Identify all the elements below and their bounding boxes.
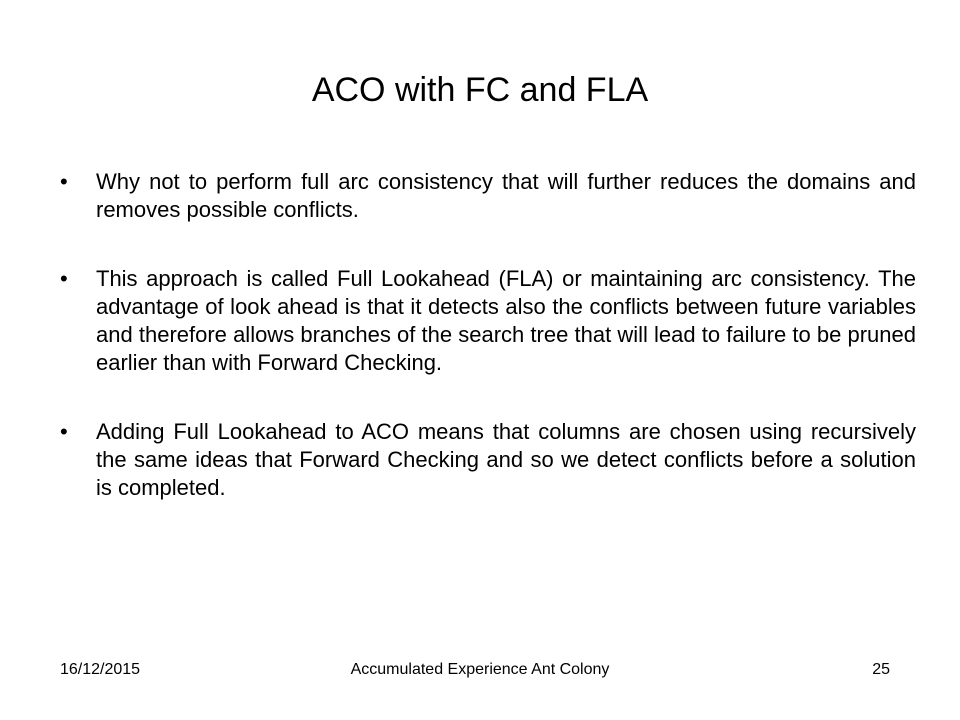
- bullet-marker: •: [60, 266, 68, 291]
- bullet-text: Why not to perform full arc consistency that will further reduces the domains and removes possible conflicts.: [96, 169, 916, 222]
- bullet-item: [60, 265, 916, 377]
- bullet-text: Adding Full Lookahead to ACO means that columns are chosen using recursively the same ideas that Forward Checking and so we detect conflicts before a solution is completed.: [96, 419, 916, 500]
- slide-title: ACO with FC and FLA: [311, 71, 649, 109]
- bullet-item: [60, 418, 916, 502]
- bullet-text: This approach is called Full Lookahead (FLA) or maintaining arc consistency. The advantage of look ahead is that it detects also the conflicts between future variables and therefore allows branches of the search tree that will lead to failure to be pruned earlier than with Forward Checking.: [96, 266, 916, 375]
- footer-title: Accumulated Experience Ant Colony: [350, 661, 610, 678]
- bullet-marker: •: [60, 419, 68, 444]
- footer-page-number: 25: [872, 661, 890, 678]
- bullet-list: [60, 168, 916, 543]
- bullet-marker: •: [60, 169, 68, 194]
- footer-date: 16/12/2015: [60, 661, 141, 678]
- bullet-item: [60, 168, 916, 224]
